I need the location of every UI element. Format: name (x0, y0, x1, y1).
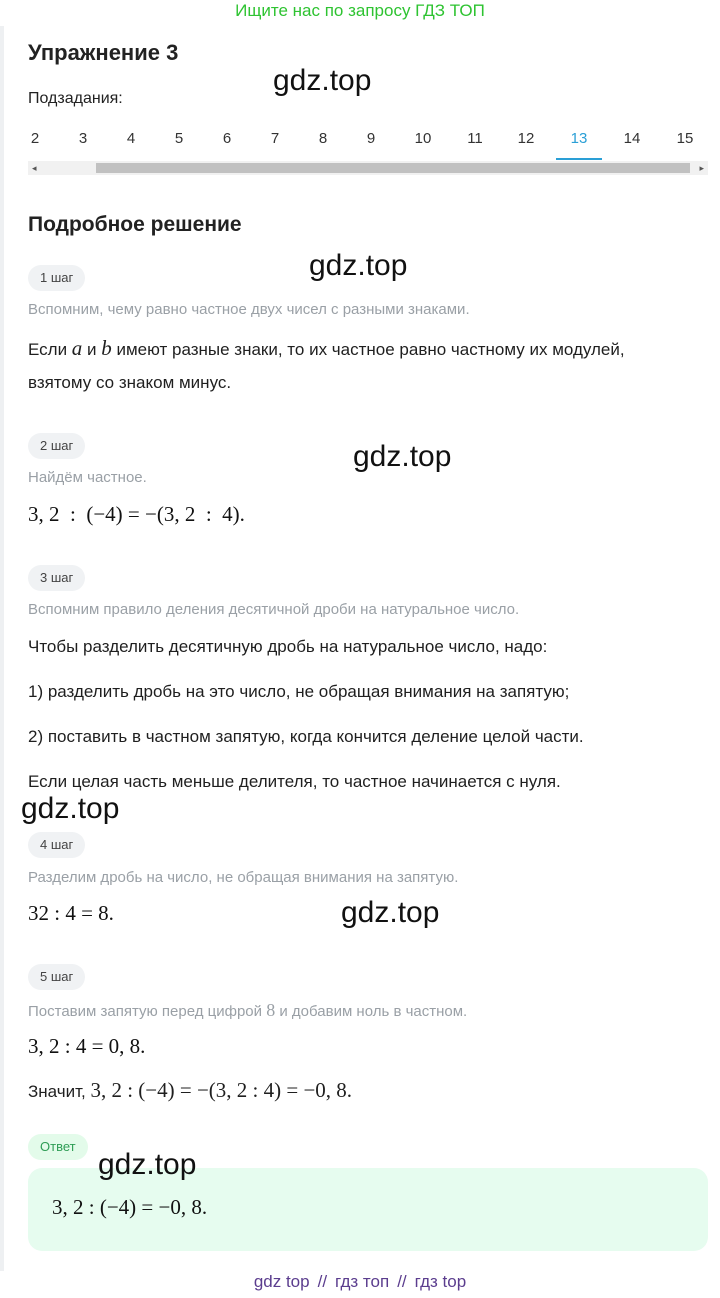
solution-title: Подробное решение (28, 213, 242, 236)
scroll-left-icon[interactable]: ◂ (32, 163, 37, 173)
tab-7[interactable]: 7 (270, 130, 280, 147)
watermark: gdz.top (98, 1148, 197, 1181)
tab-13[interactable]: 13 (556, 124, 602, 160)
watermark: gdz.top (21, 792, 120, 825)
step-5-hint (28, 1000, 467, 1021)
footer-separator: // (317, 1272, 328, 1291)
tab-6[interactable]: 6 (222, 130, 232, 147)
step-4-formula: 32 : 4 = 8. (28, 901, 114, 925)
step-3-rule: Чтобы разделить десятичную дробь на натуральное число, надо: (28, 637, 548, 656)
step-3-rule-note: Если целая часть меньше делителя, то частное начинается с нуля. (28, 772, 561, 791)
tab-12[interactable]: 12 (517, 130, 535, 147)
answer-badge: Ответ (28, 1134, 88, 1160)
footer-link-gdz-top-ru[interactable]: гдз топ (335, 1272, 390, 1291)
step-5-badge: 5 шаг (28, 964, 85, 990)
text-fragment: и добавим ноль в частном. (275, 1003, 468, 1020)
scroll-right-icon[interactable]: ▸ (699, 163, 704, 173)
var-a: a (71, 336, 83, 360)
step-4-hint: Разделим дробь на число, не обращая внимания на запятую. (28, 869, 459, 886)
exercise-title: Упражнение 3 (28, 40, 179, 65)
step-5-conclusion (28, 1078, 352, 1103)
step-2-badge: 2 шаг (28, 433, 85, 459)
step-5-formula: 3, 2 : 4 = 0, 8. (28, 1034, 146, 1058)
tab-8[interactable]: 8 (318, 130, 328, 147)
answer-formula: 3, 2 : (−4) = −0, 8. (52, 1195, 208, 1219)
footer-link-gdz-top-mixed[interactable]: гдз top (414, 1272, 467, 1291)
tab-2[interactable]: 2 (30, 130, 40, 147)
watermark: gdz.top (353, 440, 452, 473)
step-3-badge: 3 шаг (28, 565, 85, 591)
step-2-hint: Найдём частное. (28, 469, 147, 486)
tab-14[interactable]: 14 (623, 130, 641, 147)
step-2-formula: 3, 2 : (−4) = −(3, 2 : 4). (28, 502, 245, 526)
step-1-hint: Вспомним, чему равно частное двух чисел с разными знаками. (28, 301, 470, 318)
tab-11[interactable]: 11 (467, 130, 483, 147)
tabs-scrollbar[interactable] (28, 161, 708, 175)
watermark: gdz.top (273, 64, 372, 97)
scroll-thumb[interactable] (96, 163, 690, 173)
watermark: gdz.top (309, 249, 408, 282)
text-fragment: имеют разные знаки, то их частное равно частному их модулей, (111, 340, 625, 359)
step-3-rule-1: 1) разделить дробь на это число, не обращая внимания на запятую; (28, 682, 570, 701)
search-banner: Ищите нас по запросу ГДЗ ТОП (235, 1, 485, 20)
watermark: gdz.top (341, 896, 440, 929)
footer-link-gdz-top[interactable]: gdz top (253, 1272, 310, 1291)
text-fragment: Поставим запятую перед цифрой (28, 1003, 267, 1020)
footer-separator: // (397, 1272, 407, 1291)
tab-9[interactable]: 9 (366, 130, 376, 147)
step-3-rule-2: 2) поставить в частном запятую, когда кончится деление целой части. (28, 727, 584, 746)
text-fragment: Если (28, 340, 72, 359)
left-divider (0, 26, 4, 1271)
tab-5[interactable]: 5 (174, 130, 184, 147)
step-4-badge: 4 шаг (28, 832, 85, 858)
text-fragment: и (82, 340, 102, 359)
step-1-text-line1 (28, 336, 625, 361)
tab-10[interactable]: 10 (414, 130, 432, 147)
step-1-badge: 1 шаг (28, 265, 85, 291)
conclusion-formula: 3, 2 : (−4) = −(3, 2 : 4) = −0, 8. (90, 1078, 353, 1102)
digit-eight: 8 (266, 1000, 276, 1020)
tab-4[interactable]: 4 (126, 130, 136, 147)
text-fragment: Значит, (28, 1082, 91, 1101)
var-b: b (101, 336, 112, 360)
subtask-tabs (28, 124, 708, 160)
tab-15[interactable]: 15 (676, 130, 694, 147)
footer-links (0, 1272, 720, 1296)
subtasks-label: Подзадания: (28, 90, 123, 107)
step-3-hint: Вспомним правило деления десятичной дроби на натуральное число. (28, 601, 520, 618)
step-1-text-line2: взятому со знаком минус. (28, 373, 232, 392)
tab-3[interactable]: 3 (78, 130, 88, 147)
